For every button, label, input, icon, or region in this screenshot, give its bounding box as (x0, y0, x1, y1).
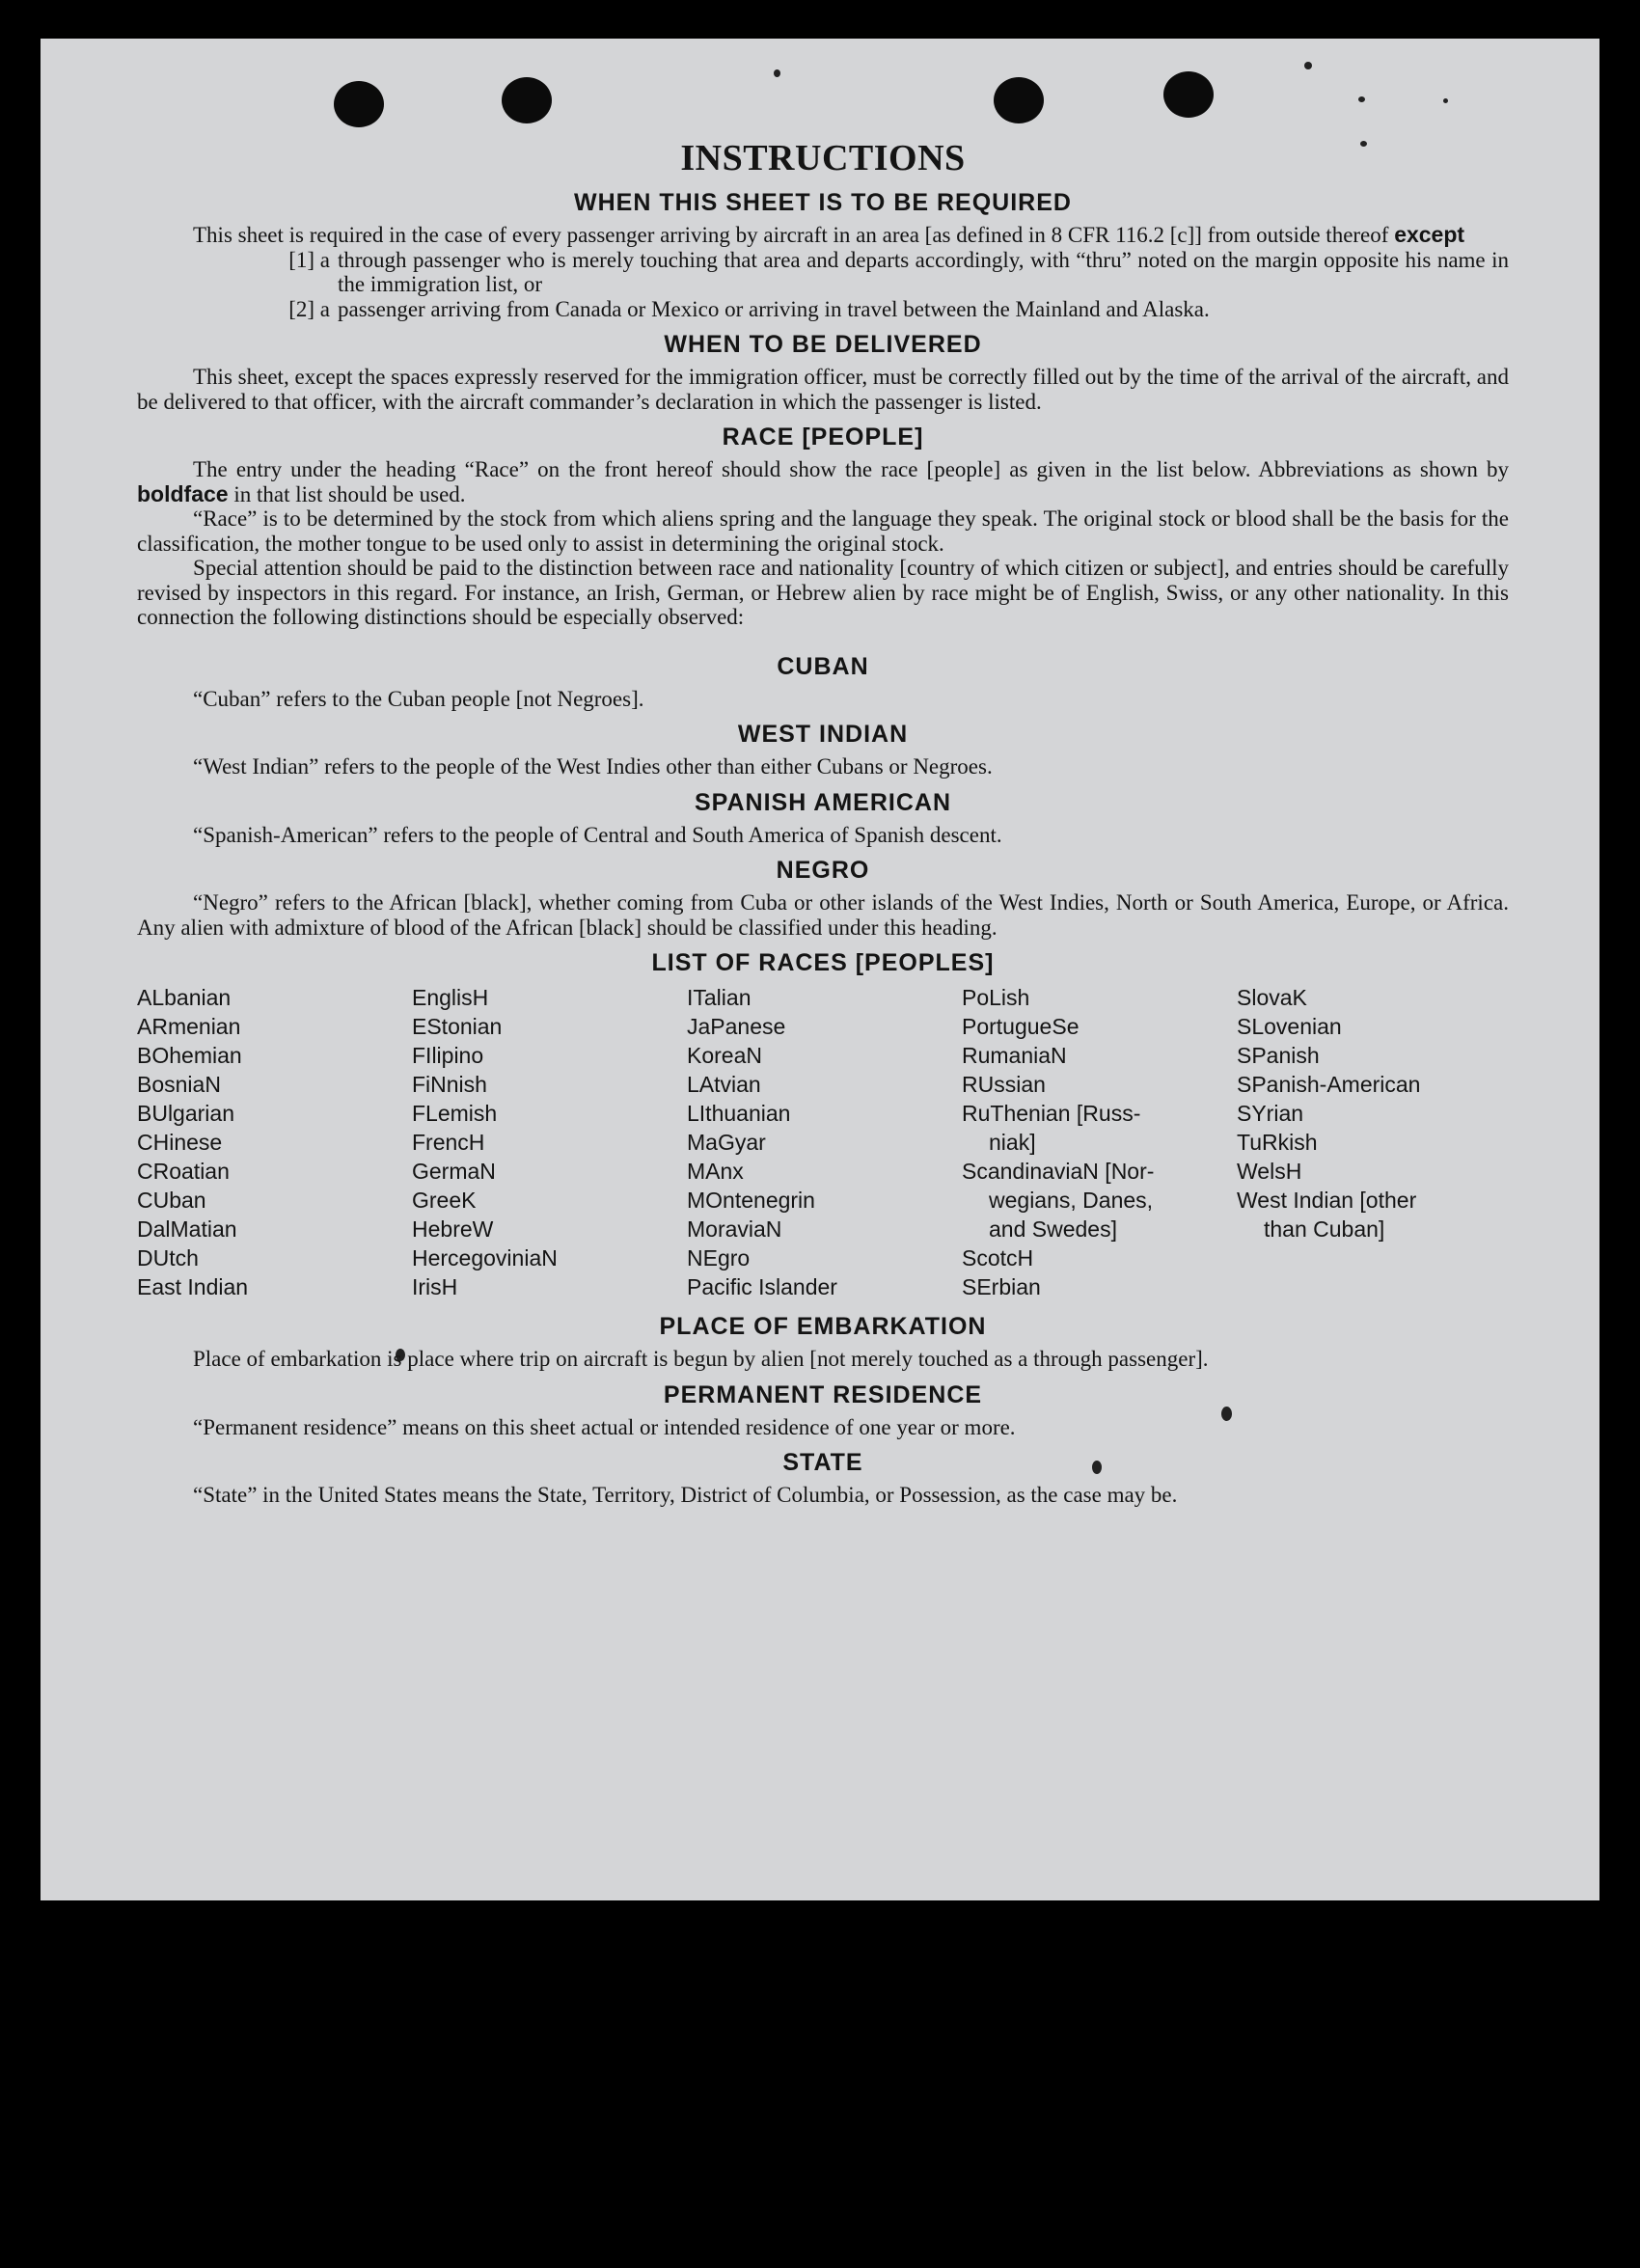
punch-hole (334, 81, 384, 127)
instructions-content (137, 137, 1509, 1508)
embarkation-text: Place of embarkation is place where trip on aircraft is begun by alien [not merely touched as a through passenger]. (193, 1347, 1209, 1371)
race-entry: FrencH (412, 1130, 485, 1155)
races-column (137, 983, 412, 1301)
race-entry: DUtch (137, 1245, 199, 1271)
heading-west-indian: WEST INDIAN (737, 721, 909, 748)
heading-permanent-residence: PERMANENT RESIDENCE (663, 1380, 983, 1408)
race-entry: SErbian (962, 1274, 1041, 1299)
race-entry: FLemish (412, 1101, 498, 1126)
race-entry: DalMatian (137, 1216, 237, 1242)
race-entry: RuThenian [Russ- (962, 1101, 1141, 1126)
exception-item-1: [1] a through passenger who is merely touching that area and departs accordingly, with “thru” noted on the margin opposite his name in the immigration list, or (288, 247, 1509, 296)
race-entry: CRoatian (137, 1159, 230, 1184)
race-entry: ScandinaviaN [Nor- (962, 1159, 1155, 1184)
heading-list-of-races: LIST OF RACES [PEOPLES] (651, 949, 995, 976)
race-entry: BUlgarian (137, 1101, 234, 1126)
race-paragraph-2: “Race” is to be determined by the stock from which aliens spring and the language they speak. The original stock or blood shall be the basis for the classification, the mother tongue to be used only to assist in determining the original stock. (137, 506, 1509, 556)
speck (1304, 62, 1312, 69)
race-entry: PortugueSe (962, 1014, 1080, 1039)
races-column (412, 983, 687, 1301)
spanish-american-text: “Spanish-American” refers to the people of Central and South America of Spanish descent. (193, 822, 1002, 847)
race-entry: ITalian (687, 985, 752, 1010)
punch-hole (1163, 71, 1214, 118)
race-entry: IrisH (412, 1274, 458, 1299)
when-required-intro: This sheet is required in the case of every passenger arriving by aircraft in an area [as defined in 8 CFR 116.2 [c]] from outside thereof except (193, 222, 1465, 247)
race-entry: ALbanian (137, 985, 232, 1010)
race-entry: EnglisH (412, 985, 489, 1010)
race-entry: BOhemian (137, 1043, 242, 1068)
race-entry: wegians, Danes, (989, 1188, 1154, 1213)
west-indian-text: “West Indian” refers to the people of the West Indies other than either Cubans or Negroes. (193, 754, 993, 779)
heading-cuban: CUBAN (777, 652, 869, 680)
document-sheet (41, 39, 1599, 1900)
race-entry: LAtvian (687, 1072, 761, 1097)
race-entry: Pacific Islander (687, 1274, 837, 1299)
race-entry: RUssian (962, 1072, 1046, 1097)
punch-hole (502, 77, 552, 123)
races-column (1237, 983, 1509, 1301)
state-text: “State” in the United States means the State, Territory, District of Columbia, or Possession, as the case may be. (193, 1483, 1178, 1507)
heading-when-required: WHEN THIS SHEET IS TO BE REQUIRED (574, 189, 1072, 216)
race-entry: MOntenegrin (687, 1188, 815, 1213)
race-entry: East Indian (137, 1274, 249, 1299)
punch-hole (994, 77, 1044, 123)
race-entry: WelsH (1237, 1159, 1302, 1184)
race-entry: MaGyar (687, 1130, 766, 1155)
race-entry: and Swedes] (989, 1216, 1117, 1242)
race-entry: TuRkish (1237, 1130, 1318, 1155)
race-paragraph-1: The entry under the heading “Race” on the front hereof should show the race [people] as given in the list below. Abbreviations as shown by boldface in that list should be used. (137, 457, 1509, 506)
race-entry: ARmenian (137, 1014, 241, 1039)
race-entry: SPanish-American (1237, 1072, 1421, 1097)
negro-text: “Negro” refers to the African [black], whether coming from Cuba or other islands of the West Indies, North or South America, Europe, or Africa. Any alien with admixture of blood of the African [black] should be classified under this heading. (137, 890, 1509, 940)
exception-item-2: [2] a passenger arriving from Canada or Mexico or arriving in travel between the Mainland and Alaska. (288, 296, 1210, 321)
races-column (962, 983, 1237, 1301)
race-entry: PoLish (962, 985, 1030, 1010)
race-entry: GermaN (412, 1159, 496, 1184)
heading-spanish-american: SPANISH AMERICAN (694, 788, 951, 816)
race-entry: West Indian [other (1237, 1188, 1417, 1213)
speck (1358, 96, 1365, 102)
race-entry: than Cuban] (1264, 1216, 1385, 1242)
races-column (687, 983, 962, 1301)
heading-when-delivered: WHEN TO BE DELIVERED (664, 331, 982, 358)
race-entry: GreeK (412, 1188, 477, 1213)
speck (1443, 98, 1448, 103)
heading-race: RACE [PEOPLE] (722, 424, 924, 451)
race-entry: CHinese (137, 1130, 223, 1155)
race-entry: SLovenian (1237, 1014, 1342, 1039)
race-entry: RumaniaN (962, 1043, 1067, 1068)
race-entry: JaPanese (687, 1014, 786, 1039)
race-entry: niak] (989, 1130, 1036, 1155)
race-entry: MoraviaN (687, 1216, 782, 1242)
race-entry: NEgro (687, 1245, 751, 1271)
race-entry: EStonian (412, 1014, 503, 1039)
race-entry: HebreW (412, 1216, 494, 1242)
when-delivered-text: This sheet, except the spaces expressly reserved for the immigration officer, must be correctly filled out by the time of the arrival of the aircraft, and be delivered to that officer, with the aircraft commander’s declaration in which the passenger is listed. (137, 365, 1509, 414)
race-entry: FIlipino (412, 1043, 484, 1068)
race-entry: SPanish (1237, 1043, 1320, 1068)
race-entry: KoreaN (687, 1043, 762, 1068)
heading-negro: NEGRO (776, 857, 870, 884)
race-entry: SlovaK (1237, 985, 1307, 1010)
race-paragraph-3: Special attention should be paid to the distinction between race and nationality [country of which citizen or subject], and entries should be carefully revised by inspectors in this regard. For instance, an Irish, German, or Hebrew alien by race might be of English, Swiss, or any other nationality. In this connection the following distinctions should be especially observed: (137, 556, 1509, 629)
race-entry: SYrian (1237, 1101, 1304, 1126)
heading-embarkation: PLACE OF EMBARKATION (659, 1313, 987, 1340)
cuban-text: “Cuban” refers to the Cuban people [not Negroes]. (193, 686, 644, 711)
race-entry: LIthuanian (687, 1101, 791, 1126)
residence-text: “Permanent residence” means on this sheet actual or intended residence of one year or more. (193, 1414, 1016, 1439)
race-entry: HercegoviniaN (412, 1245, 558, 1271)
races-list (137, 983, 1509, 1301)
race-entry: MAnx (687, 1159, 744, 1184)
speck (774, 69, 780, 77)
heading-state: STATE (782, 1449, 863, 1476)
race-entry: BosniaN (137, 1072, 221, 1097)
race-entry: ScotcH (962, 1245, 1034, 1271)
race-entry: CUban (137, 1188, 206, 1213)
race-entry: FiNnish (412, 1072, 487, 1097)
page-title: INSTRUCTIONS (680, 138, 966, 178)
